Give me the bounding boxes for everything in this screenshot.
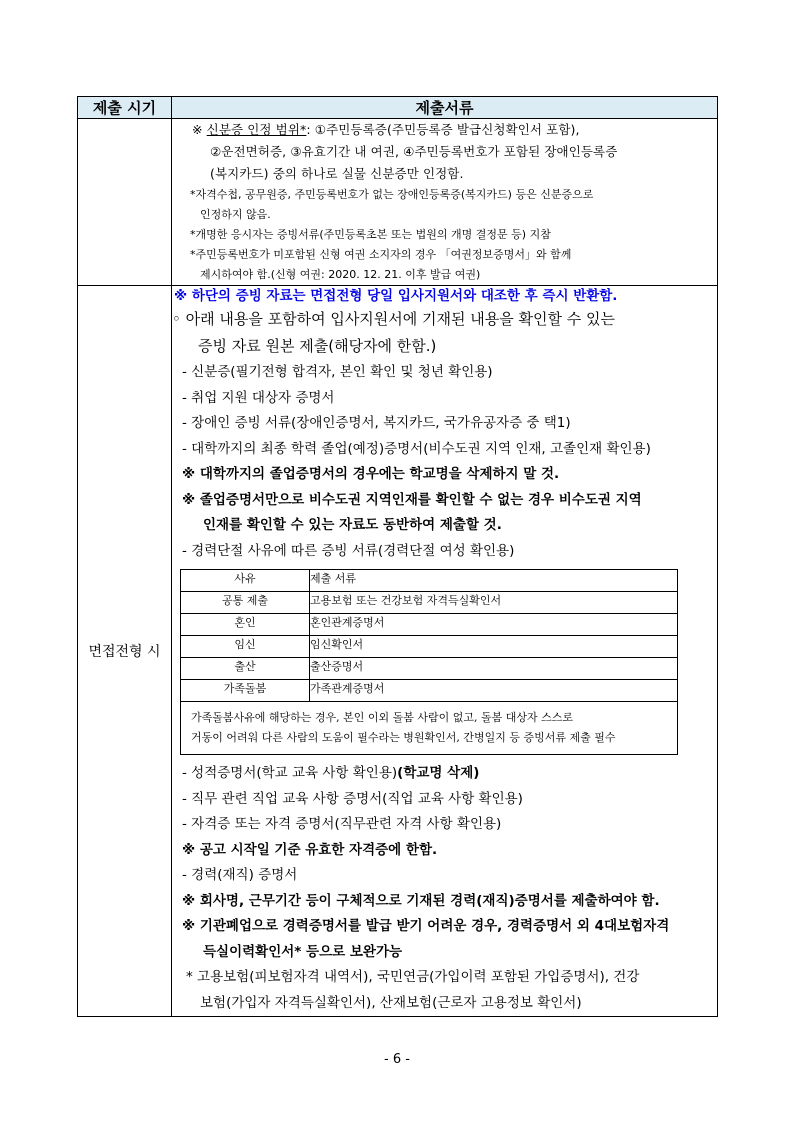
submission-table (77, 96, 718, 1017)
return-notice: ※ 하단의 증빙 자료는 면접전형 당일 입사지원서와 대조한 후 즉시 반환함. (174, 288, 618, 304)
career-break-note-row (181, 702, 678, 755)
doc-item-disability: - 장애인 증빙 서류(장애인증명서, 복지카드, 국가유공자증 중 택1) (182, 415, 571, 431)
doc-item-transcript (172, 761, 717, 787)
doc-item-certificate: - 자격증 또는 자격 증명서(직무관련 자격 사항 확인용) (182, 816, 502, 832)
id-note1-line2: 인정하지 않음. (200, 208, 271, 221)
id-scope-line1: ※ 신분증 인정 범위*: ①주민등록증(주민등록증 발급신청확인서 포함), (192, 122, 580, 137)
id-rules-cell (172, 119, 718, 286)
doc-item-graduation: - 대학까지의 최종 학력 졸업(예정)증명서(비수도권 지역 인재, 고졸인재 확인용) (182, 440, 651, 457)
doc-item-career: - 경력(재직) 증명서 (182, 867, 298, 883)
career-break-reason: 가족돌봄 (181, 680, 310, 702)
interview-row (78, 286, 718, 1017)
id-scope-title: 신분증 인정 범위* (206, 122, 307, 137)
table-row (181, 592, 678, 614)
id-note2: *개명한 응시자는 증빙서류(주민등록초본 또는 법원의 개명 결정문 등) 지참 (190, 228, 551, 241)
transcript-text: - 성적증명서(학교 교육 사항 확인용) (182, 765, 398, 781)
doc-item-job-training: - 직무 관련 직업 교육 사항 증명서(직업 교육 사항 확인용) (182, 790, 523, 807)
career-break-head-docs: 제출 서류 (310, 570, 678, 592)
id-scope-line3: (복지카드) 중의 하나로 실물 신분증만 인정함. (210, 166, 464, 181)
career-break-head-reason: 사유 (181, 570, 310, 592)
warn-school-name: ※ 대학까지의 졸업증명서의 경우에는 학교명을 삭제하지 말 것. (182, 466, 560, 482)
doc-item-id: - 신분증(필기전형 합격자, 본인 확인 및 청년 확인용) (182, 364, 493, 380)
id-note3-line1: *주민등록번호가 미포함된 신형 여권 소지자의 경우 「여권정보증명서」와 함께 (190, 248, 572, 261)
table-row (181, 614, 678, 636)
table-header-row (78, 97, 718, 119)
career-break-doc: 가족관계증명서 (310, 680, 678, 702)
intro-line1: ◦ 아래 내용을 포함하여 입사지원서에 기재된 내용을 확인할 수 있는 (172, 310, 615, 328)
career-break-doc: 출산증명서 (310, 658, 678, 680)
id-rules-row (78, 119, 718, 286)
transcript-bold: (학교명 삭제) (397, 765, 480, 781)
insurance-footnote-line2: 보험(가입자 자격득실확인서), 산재보험(근로자 고용정보 확인서) (200, 994, 582, 1011)
table-row (181, 658, 678, 680)
warn-career-detail: ※ 회사명, 근무기간 등이 구체적으로 기재된 경력(재직)증명서를 제출하여야 함. (182, 892, 660, 909)
header-submission-time: 제출 시기 (78, 97, 172, 119)
warn-closure-line1: ※ 기관폐업으로 경력증명서를 발급 받기 어려운 경우, 경력증명서 외 4대보험자격 (182, 918, 670, 934)
career-break-reason: 임신 (181, 636, 310, 658)
career-break-head-row (181, 570, 678, 592)
warn-closure-line2: 득실이력확인서* 등으로 보완가능 (203, 943, 403, 960)
doc-item-employment-support: - 취업 지원 대상자 증명서 (182, 389, 335, 406)
id-scope-line2: ②운전면허증, ③유효기간 내 여권, ④주민등록번호가 포함된 장애인등록증 (210, 144, 618, 159)
intro-line2: 증빙 자료 원본 제출(해당자에 한함.) (198, 337, 437, 355)
career-break-note-line2: 거동이 어려워 다른 사람의 도움이 필수라는 병원확인서, 간병일지 등 증빙서류 제출 필수 (191, 731, 616, 744)
interview-label-cell: 면접전형 시 (78, 286, 172, 1017)
career-break-doc: 고용보험 또는 건강보험 자격득실확인서 (310, 592, 678, 614)
warn-regional-line2: 인재를 확인할 수 있는 자료도 동반하여 제출할 것. (203, 517, 502, 533)
career-break-reason: 출산 (181, 658, 310, 680)
career-break-doc: 혼인관계증명서 (310, 614, 678, 636)
header-submission-docs: 제출서류 (172, 97, 718, 119)
page-number: - 6 - (384, 1052, 410, 1067)
table-row (181, 636, 678, 658)
insurance-footnote-line1: * 고용보험(피보험자격 내역서), 국민연금(가입이력 포함된 가입증명서), 건강 (186, 969, 640, 985)
career-break-doc: 임신확인서 (310, 636, 678, 658)
table-row (181, 680, 678, 702)
warn-regional-line1: ※ 졸업증명서만으로 비수도권 지역인재를 확인할 수 없는 경우 비수도권 지역 (182, 491, 642, 508)
interview-docs-cell (172, 286, 718, 1017)
career-break-reason: 혼인 (181, 614, 310, 636)
id-rules-time-cell (78, 119, 172, 286)
career-break-table (180, 569, 678, 755)
id-note1-line1: *자격수첩, 공무원증, 주민등록번호가 없는 장애인등록증(복지카드) 등은 신분증으로 (190, 188, 594, 201)
id-note3-line2: 제시하여야 함.(신형 여권: 2020. 12. 21. 이후 발급 여권) (200, 268, 481, 281)
career-break-note-line1: 가족돌봄사유에 해당하는 경우, 본인 이외 돌봄 사람이 없고, 돌봄 대상자 스스로 (191, 711, 573, 724)
id-scope-line1-text: : ①주민등록증(주민등록증 발급신청확인서 포함), (306, 122, 580, 137)
career-break-note (181, 702, 678, 755)
doc-item-career-break: - 경력단절 사유에 따른 증빙 서류(경력단절 여성 확인용) (182, 542, 515, 559)
warn-valid-certificate: ※ 공고 시작일 기준 유효한 자격증에 한함. (182, 841, 438, 858)
career-break-reason: 공통 제출 (181, 592, 310, 614)
